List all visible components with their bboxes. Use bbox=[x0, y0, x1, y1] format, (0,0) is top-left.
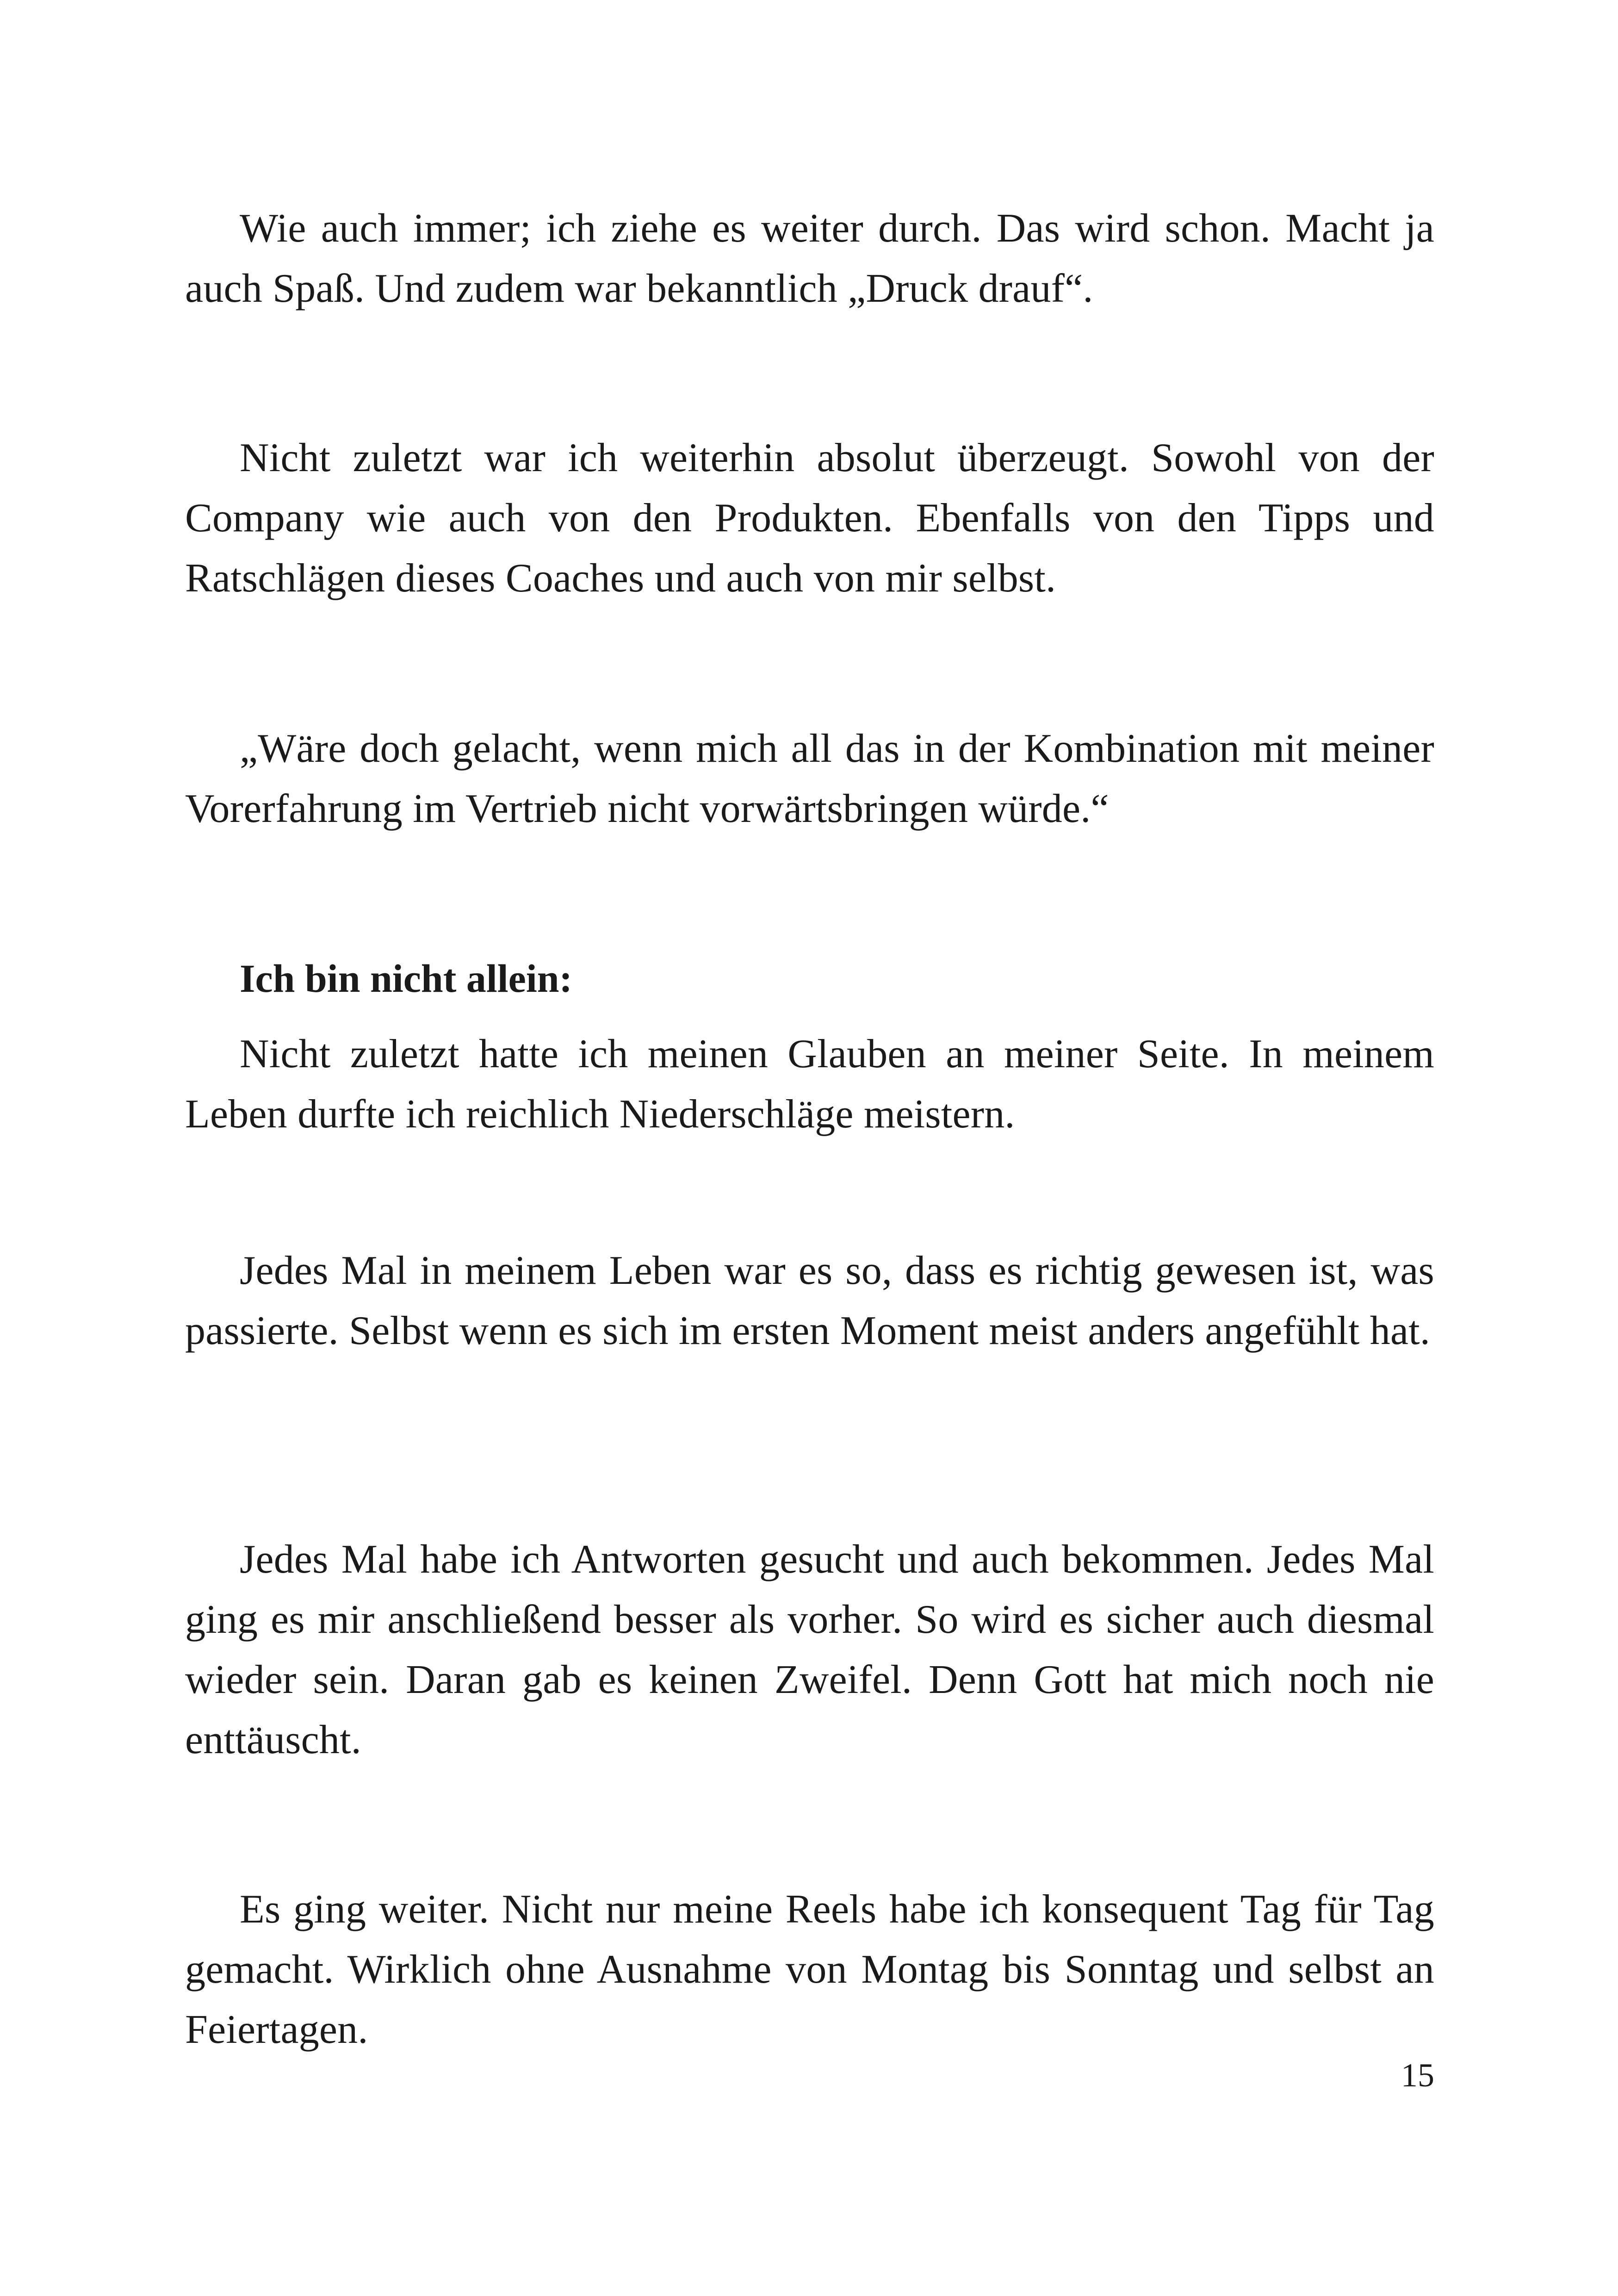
paragraph-2: Nicht zuletzt war ich weiterhin absolut überzeugt. Sowohl von der Company wie auch von den Produkten. Ebenfalls von den Tipps und Ratschlägen dieses Coaches und auch von mir selbst. bbox=[185, 436, 1434, 601]
paragraph-7: Es ging weiter. Nicht nur meine Reels habe ich konsequent Tag für Tag gemacht. Wirklich ohne Ausnahme von Montag bis Sonntag und selbst an Feiertagen. bbox=[185, 1887, 1434, 2052]
paragraph-6: Jedes Mal habe ich Antworten gesucht und auch bekommen. Jedes Mal ging es mir anschließend besser als vorher. So wird es sicher auch diesmal wieder sein. Daran gab es keinen Zweifel. Denn Gott hat mich noch nie enttäuscht. bbox=[185, 1537, 1434, 1762]
paragraph-3-quote: „Wäre doch gelacht, wenn mich all das in der Kombination mit meiner Vorerfahrung im Vertrieb nicht vorwärtsbringen würde.“ bbox=[185, 726, 1434, 831]
paragraph-1: Wie auch immer; ich ziehe es weiter durch. Das wird schon. Macht ja auch Spaß. Und zudem war bekanntlich „Druck drauf“. bbox=[185, 206, 1434, 311]
paragraph-5: Jedes Mal in meinem Leben war es so, dass es richtig gewesen ist, was passierte. Selbst wenn es sich im ersten Moment meist anders angefühlt hat. bbox=[185, 1248, 1434, 1353]
paragraph-4: Nicht zuletzt hatte ich meinen Glauben an meiner Seite. In meinem Leben durfte ich reichlich Niederschläge meistern. bbox=[185, 1032, 1434, 1137]
page-number: 15 bbox=[1401, 2057, 1434, 2094]
section-heading: Ich bin nicht allein: bbox=[240, 956, 573, 1001]
